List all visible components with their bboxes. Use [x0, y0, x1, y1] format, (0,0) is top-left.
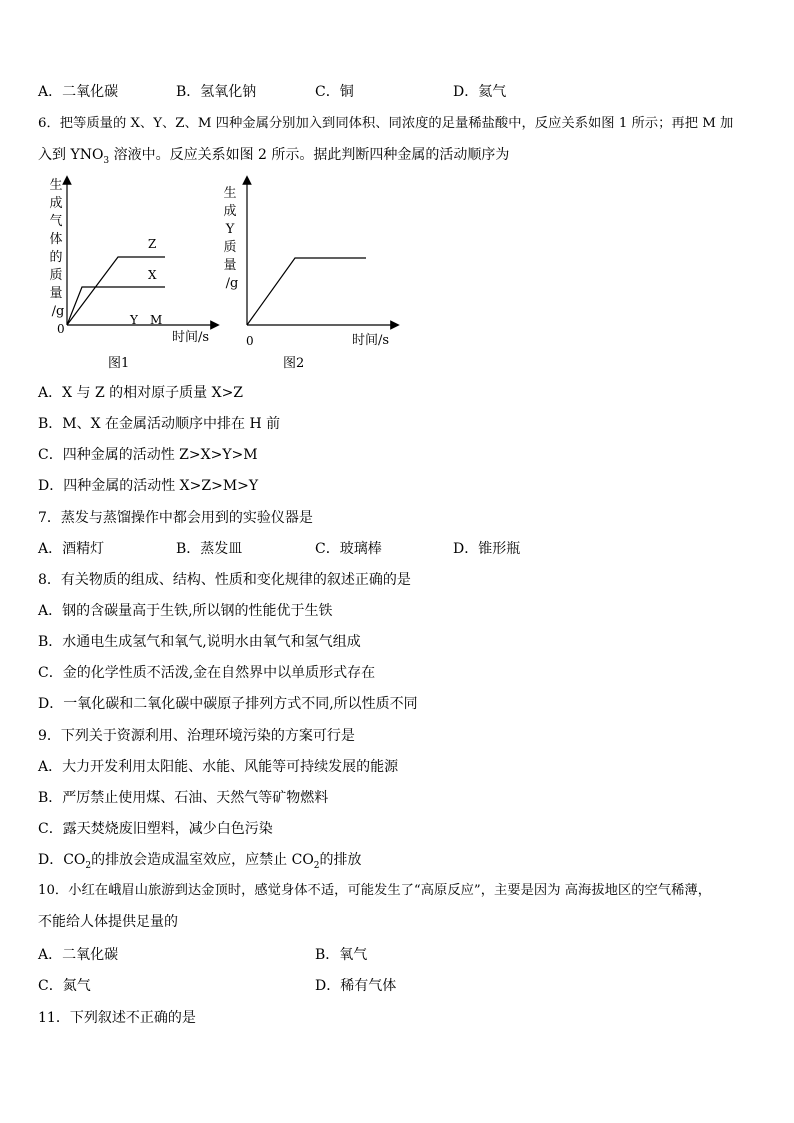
q9-optd-subscript: 2	[313, 860, 320, 871]
fig1-label-y: Y	[130, 313, 138, 327]
q9-optd-part-c: 的排放	[319, 852, 362, 868]
q9-optd-part-b: 的排放会造成温室效应，应禁止 CO	[91, 852, 314, 868]
fig2-origin: 0	[246, 334, 254, 348]
q9-optd-subscript: 2	[85, 860, 92, 871]
fig2-caption: 图2	[283, 356, 305, 371]
fig1-label-x: X	[148, 268, 157, 282]
q10-stem-line1: 10．小红在峨眉山旅游到达金顶时，感觉身体不适，可能发生了“高原反应”，主要是因为 高海拔地区的空气稀薄，	[38, 883, 711, 898]
q10-option-b: B．氧气	[315, 947, 368, 963]
q6-stem-line1: 6．把等质量的 X、Y、Z、M 四种金属分别加入到同体积、同浓度的足量稀盐酸中，反应关系如图 1 所示；再把 M 加	[38, 116, 734, 131]
fig1-label-z: Z	[148, 237, 157, 251]
fig2-curve-y	[247, 258, 366, 325]
fig2-ylabel-char: Y	[225, 222, 235, 237]
fig1-label-m: M	[150, 313, 163, 327]
fig1-ylabel-char: 的	[49, 250, 63, 265]
q8-option-b: B．水通电生成氢气和氧气,说明水由氧气和氢气组成	[38, 634, 361, 650]
q9-optd-part-a: D．CO	[38, 852, 86, 868]
q6-option-c: C．四种金属的活动性 Z>X>Y>M	[38, 447, 258, 463]
q9-option-b: B．严厉禁止使用煤、石油、天然气等矿物燃料	[38, 790, 329, 806]
fig1-ylabel-char: 生	[49, 178, 63, 193]
q6-option-b: B．M、X 在金属活动顺序中排在 H 前	[38, 416, 281, 432]
q6-stem-subscript: 3	[103, 155, 110, 166]
q9-stem: 9．下列关于资源利用、治理环境污染的方案可行是	[38, 728, 355, 744]
q10-option-d: D．稀有气体	[315, 978, 397, 994]
fig2-ylabel-char: /g	[225, 276, 239, 291]
fig2-ylabel-char: 成	[223, 204, 237, 219]
fig1-origin: 0	[57, 322, 65, 336]
q11-stem: 11．下列叙述不正确的是	[38, 1010, 196, 1026]
fig1-ylabel-char: 质	[49, 268, 63, 283]
q7-option-c: C．玻璃棒	[315, 541, 382, 557]
q6-stem-line2	[38, 146, 509, 170]
q9-option-c: C．露天焚烧废旧塑料，减少白色污染	[38, 821, 273, 837]
q7-option-d: D．锥形瓶	[453, 541, 521, 557]
fig1-ylabel-char: 气	[49, 214, 63, 229]
fig1-ylabel-char: 体	[49, 232, 63, 247]
q8-option-c: C．金的化学性质不活泼,金在自然界中以单质形式存在	[38, 665, 376, 681]
q5-option-d: D．氦气	[453, 84, 507, 100]
fig1-plot	[60, 170, 225, 340]
fig1-xlabel: 时间/s	[172, 330, 210, 345]
q8-option-d: D．一氧化碳和二氧化碳中碳原子排列方式不同,所以性质不同	[38, 696, 418, 712]
fig2-plot	[240, 170, 405, 335]
fig2-ylabel-char: 量	[223, 258, 237, 273]
q7-option-b: B．蒸发皿	[176, 541, 243, 557]
q7-stem: 7．蒸发与蒸馏操作中都会用到的实验仪器是	[38, 510, 313, 526]
q6-option-a: A．X 与 Z 的相对原子质量 X>Z	[38, 385, 244, 401]
q6-stem-part-a: 入到 YNO	[38, 147, 104, 163]
q7-option-a: A．酒精灯	[38, 541, 105, 557]
q10-stem-line2: 不能给人体提供足量的	[38, 914, 178, 930]
fig1-ylabel-char: 成	[49, 196, 63, 211]
q6-stem-part-b: 溶液中。反应关系如图 2 所示。据此判断四种金属的活动顺序为	[109, 147, 510, 163]
fig1-caption: 图1	[108, 356, 130, 371]
fig2-ylabel-char: 生	[223, 186, 237, 201]
q6-option-d: D．四种金属的活动性 X>Z>M>Y	[38, 478, 259, 494]
q5-option-a: A．二氧化碳	[38, 84, 119, 100]
q5-option-c: C．铜	[315, 84, 354, 100]
fig2-xlabel: 时间/s	[352, 333, 390, 348]
q10-option-a: A．二氧化碳	[38, 947, 119, 963]
q5-option-b: B．氢氧化钠	[176, 84, 257, 100]
q9-option-d	[38, 851, 362, 875]
fig2-ylabel-char: 质	[223, 240, 237, 255]
fig1-ylabel-char: 量	[49, 286, 63, 301]
q9-option-a: A．大力开发利用太阳能、水能、风能等可持续发展的能源	[38, 759, 399, 775]
fig1-ylabel-char: /g	[51, 304, 65, 319]
q8-stem: 8．有关物质的组成、结构、性质和变化规律的叙述正确的是	[38, 572, 411, 588]
q10-option-c: C．氮气	[38, 978, 91, 994]
q8-option-a: A．钢的含碳量高于生铁,所以钢的性能优于生铁	[38, 603, 333, 619]
